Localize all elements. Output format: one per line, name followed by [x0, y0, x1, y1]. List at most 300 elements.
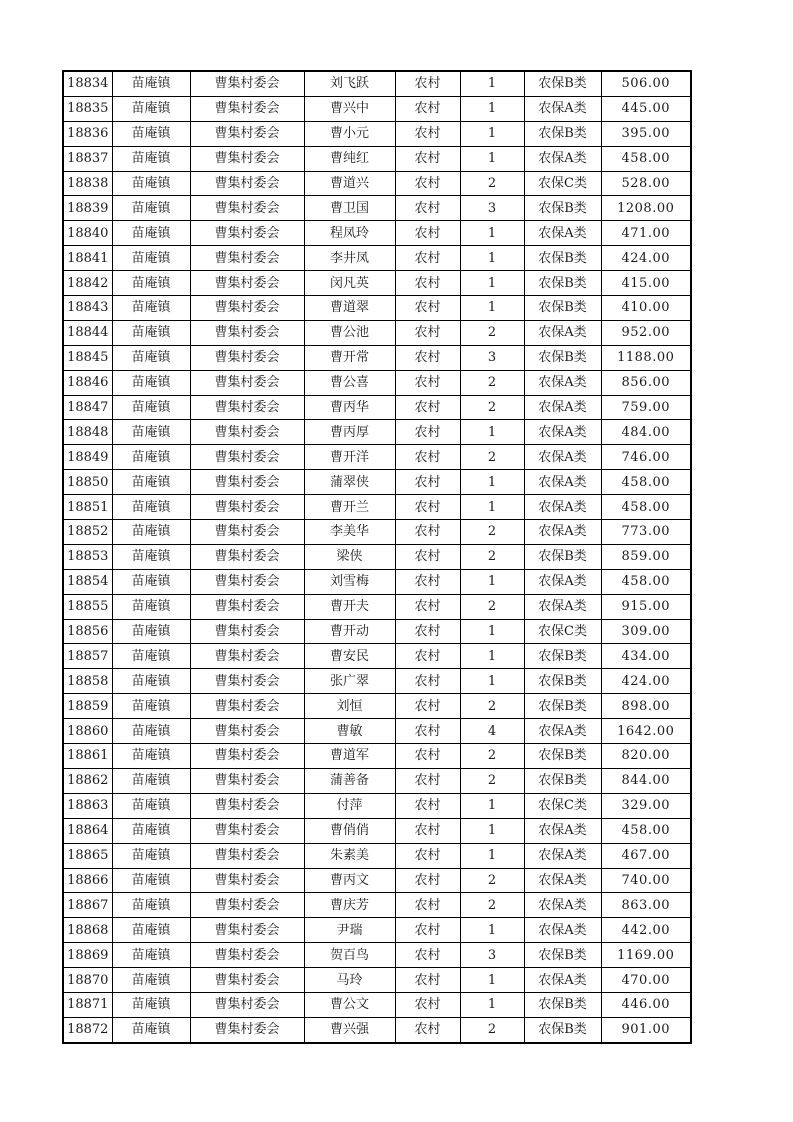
cell-amount: 467.00: [601, 843, 691, 868]
cell-residence-type: 农村: [395, 121, 460, 146]
cell-person-name: 曹俏俏: [304, 818, 395, 843]
cell-person-name: 曹小元: [304, 121, 395, 146]
cell-record-id: 18853: [63, 544, 112, 569]
cell-person-count: 3: [460, 943, 524, 968]
cell-record-id: 18838: [63, 171, 112, 196]
cell-amount: 424.00: [601, 246, 691, 271]
cell-amount: 442.00: [601, 918, 691, 943]
cell-person-count: 2: [460, 171, 524, 196]
cell-person-name: 张广翠: [304, 669, 395, 694]
cell-record-id: 18868: [63, 918, 112, 943]
cell-person-name: 曹丙华: [304, 395, 395, 420]
cell-village-committee: 曹集村委会: [190, 669, 304, 694]
cell-person-name: 李美华: [304, 520, 395, 545]
cell-insurance-category: 农保B类: [524, 345, 601, 370]
cell-insurance-category: 农保A类: [524, 445, 601, 470]
cell-insurance-category: 农保A类: [524, 868, 601, 893]
cell-record-id: 18847: [63, 395, 112, 420]
cell-insurance-category: 农保B类: [524, 71, 601, 96]
table-row: [63, 893, 691, 918]
cell-amount: 1188.00: [601, 345, 691, 370]
cell-village-committee: 曹集村委会: [190, 296, 304, 321]
cell-residence-type: 农村: [395, 71, 460, 96]
cell-insurance-category: 农保B类: [524, 121, 601, 146]
cell-insurance-category: 农保C类: [524, 171, 601, 196]
cell-town: 苗庵镇: [112, 968, 190, 993]
cell-residence-type: 农村: [395, 370, 460, 395]
cell-amount: 446.00: [601, 992, 691, 1017]
cell-amount: 506.00: [601, 71, 691, 96]
cell-insurance-category: 农保A类: [524, 918, 601, 943]
cell-person-count: 1: [460, 793, 524, 818]
cell-village-committee: 曹集村委会: [190, 370, 304, 395]
table-row: [63, 71, 691, 96]
cell-insurance-category: 农保B类: [524, 694, 601, 719]
cell-town: 苗庵镇: [112, 893, 190, 918]
cell-insurance-category: 农保A类: [524, 569, 601, 594]
cell-record-id: 18864: [63, 818, 112, 843]
cell-village-committee: 曹集村委会: [190, 694, 304, 719]
cell-person-name: 曹道军: [304, 744, 395, 769]
cell-town: 苗庵镇: [112, 918, 190, 943]
cell-insurance-category: 农保B类: [524, 768, 601, 793]
table-row: [63, 196, 691, 221]
cell-village-committee: 曹集村委会: [190, 1017, 304, 1042]
table-row: [63, 968, 691, 993]
cell-amount: 898.00: [601, 694, 691, 719]
cell-amount: 863.00: [601, 893, 691, 918]
cell-amount: 329.00: [601, 793, 691, 818]
cell-person-count: 1: [460, 71, 524, 96]
cell-village-committee: 曹集村委会: [190, 146, 304, 171]
table-row: [63, 96, 691, 121]
cell-record-id: 18858: [63, 669, 112, 694]
cell-amount: 458.00: [601, 470, 691, 495]
table-row: [63, 768, 691, 793]
cell-person-name: 曹开夫: [304, 594, 395, 619]
cell-insurance-category: 农保A类: [524, 96, 601, 121]
cell-town: 苗庵镇: [112, 1017, 190, 1042]
cell-village-committee: 曹集村委会: [190, 719, 304, 744]
table-container: [62, 70, 692, 1044]
cell-person-name: 曹公文: [304, 992, 395, 1017]
cell-person-name: 曹开常: [304, 345, 395, 370]
cell-residence-type: 农村: [395, 569, 460, 594]
cell-residence-type: 农村: [395, 246, 460, 271]
cell-person-name: 曹纯红: [304, 146, 395, 171]
cell-insurance-category: 农保A类: [524, 470, 601, 495]
cell-amount: 395.00: [601, 121, 691, 146]
cell-record-id: 18842: [63, 271, 112, 296]
cell-person-count: 1: [460, 271, 524, 296]
cell-town: 苗庵镇: [112, 644, 190, 669]
cell-record-id: 18856: [63, 619, 112, 644]
cell-residence-type: 农村: [395, 495, 460, 520]
cell-record-id: 18837: [63, 146, 112, 171]
cell-person-count: 1: [460, 669, 524, 694]
cell-village-committee: 曹集村委会: [190, 893, 304, 918]
table-row: [63, 694, 691, 719]
cell-amount: 915.00: [601, 594, 691, 619]
cell-town: 苗庵镇: [112, 744, 190, 769]
table-row: [63, 395, 691, 420]
table-row: [63, 345, 691, 370]
cell-residence-type: 农村: [395, 296, 460, 321]
cell-record-id: 18836: [63, 121, 112, 146]
cell-insurance-category: 农保B类: [524, 669, 601, 694]
cell-town: 苗庵镇: [112, 719, 190, 744]
cell-village-committee: 曹集村委会: [190, 968, 304, 993]
cell-person-name: 曹道兴: [304, 171, 395, 196]
cell-record-id: 18844: [63, 320, 112, 345]
cell-insurance-category: 农保C类: [524, 793, 601, 818]
table-row: [63, 818, 691, 843]
cell-town: 苗庵镇: [112, 694, 190, 719]
cell-residence-type: 农村: [395, 544, 460, 569]
cell-record-id: 18872: [63, 1017, 112, 1042]
table-row: [63, 171, 691, 196]
cell-person-name: 曹庆芳: [304, 893, 395, 918]
cell-person-count: 2: [460, 544, 524, 569]
cell-person-count: 2: [460, 445, 524, 470]
cell-town: 苗庵镇: [112, 146, 190, 171]
cell-person-name: 曹安民: [304, 644, 395, 669]
cell-town: 苗庵镇: [112, 544, 190, 569]
cell-insurance-category: 农保A类: [524, 495, 601, 520]
cell-record-id: 18854: [63, 569, 112, 594]
cell-person-count: 3: [460, 345, 524, 370]
cell-residence-type: 农村: [395, 694, 460, 719]
cell-person-name: 尹瑞: [304, 918, 395, 943]
cell-record-id: 18840: [63, 221, 112, 246]
cell-person-count: 2: [460, 395, 524, 420]
cell-town: 苗庵镇: [112, 619, 190, 644]
cell-person-name: 马玲: [304, 968, 395, 993]
cell-person-count: 1: [460, 96, 524, 121]
cell-amount: 424.00: [601, 669, 691, 694]
cell-person-count: 1: [460, 221, 524, 246]
cell-person-count: 1: [460, 569, 524, 594]
cell-person-count: 2: [460, 768, 524, 793]
cell-person-count: 1: [460, 121, 524, 146]
cell-person-name: 朱素美: [304, 843, 395, 868]
cell-amount: 859.00: [601, 544, 691, 569]
cell-insurance-category: 农保B类: [524, 644, 601, 669]
cell-record-id: 18834: [63, 71, 112, 96]
cell-village-committee: 曹集村委会: [190, 520, 304, 545]
cell-record-id: 18849: [63, 445, 112, 470]
cell-person-name: 曹公喜: [304, 370, 395, 395]
cell-village-committee: 曹集村委会: [190, 744, 304, 769]
cell-insurance-category: 农保B类: [524, 943, 601, 968]
cell-residence-type: 农村: [395, 719, 460, 744]
cell-person-name: 曹丙文: [304, 868, 395, 893]
table-row: [63, 644, 691, 669]
cell-person-count: 1: [460, 843, 524, 868]
cell-insurance-category: 农保A类: [524, 520, 601, 545]
table-row: [63, 121, 691, 146]
cell-town: 苗庵镇: [112, 943, 190, 968]
cell-record-id: 18866: [63, 868, 112, 893]
table-row: [63, 320, 691, 345]
cell-person-count: 2: [460, 694, 524, 719]
cell-residence-type: 农村: [395, 395, 460, 420]
cell-insurance-category: 农保A类: [524, 420, 601, 445]
cell-village-committee: 曹集村委会: [190, 992, 304, 1017]
cell-amount: 901.00: [601, 1017, 691, 1042]
cell-person-count: 1: [460, 420, 524, 445]
cell-village-committee: 曹集村委会: [190, 196, 304, 221]
cell-town: 苗庵镇: [112, 221, 190, 246]
cell-village-committee: 曹集村委会: [190, 768, 304, 793]
cell-record-id: 18870: [63, 968, 112, 993]
cell-amount: 458.00: [601, 569, 691, 594]
cell-residence-type: 农村: [395, 271, 460, 296]
cell-record-id: 18861: [63, 744, 112, 769]
cell-insurance-category: 农保A类: [524, 221, 601, 246]
cell-village-committee: 曹集村委会: [190, 96, 304, 121]
cell-residence-type: 农村: [395, 669, 460, 694]
cell-record-id: 18857: [63, 644, 112, 669]
cell-residence-type: 农村: [395, 1017, 460, 1042]
cell-residence-type: 农村: [395, 96, 460, 121]
cell-village-committee: 曹集村委会: [190, 818, 304, 843]
cell-person-count: 2: [460, 520, 524, 545]
cell-person-name: 曹丙厚: [304, 420, 395, 445]
cell-town: 苗庵镇: [112, 370, 190, 395]
cell-insurance-category: 农保A类: [524, 719, 601, 744]
cell-amount: 528.00: [601, 171, 691, 196]
table-row: [63, 669, 691, 694]
cell-record-id: 18867: [63, 893, 112, 918]
cell-amount: 740.00: [601, 868, 691, 893]
cell-insurance-category: 农保A类: [524, 370, 601, 395]
cell-record-id: 18865: [63, 843, 112, 868]
cell-insurance-category: 农保A类: [524, 594, 601, 619]
cell-village-committee: 曹集村委会: [190, 171, 304, 196]
cell-amount: 434.00: [601, 644, 691, 669]
cell-insurance-category: 农保B类: [524, 196, 601, 221]
cell-person-name: 曹开兰: [304, 495, 395, 520]
cell-person-count: 1: [460, 246, 524, 271]
cell-residence-type: 农村: [395, 768, 460, 793]
cell-amount: 952.00: [601, 320, 691, 345]
table-row: [63, 594, 691, 619]
table-row: [63, 495, 691, 520]
cell-person-name: 曹卫国: [304, 196, 395, 221]
cell-insurance-category: 农保B类: [524, 544, 601, 569]
cell-amount: 471.00: [601, 221, 691, 246]
cell-residence-type: 农村: [395, 893, 460, 918]
cell-amount: 759.00: [601, 395, 691, 420]
cell-insurance-category: 农保A类: [524, 395, 601, 420]
cell-town: 苗庵镇: [112, 818, 190, 843]
table-row: [63, 370, 691, 395]
cell-record-id: 18841: [63, 246, 112, 271]
cell-insurance-category: 农保A类: [524, 843, 601, 868]
cell-residence-type: 农村: [395, 594, 460, 619]
cell-record-id: 18843: [63, 296, 112, 321]
cell-person-count: 2: [460, 744, 524, 769]
cell-record-id: 18852: [63, 520, 112, 545]
cell-person-count: 1: [460, 296, 524, 321]
cell-residence-type: 农村: [395, 818, 460, 843]
cell-person-count: 4: [460, 719, 524, 744]
cell-village-committee: 曹集村委会: [190, 619, 304, 644]
cell-town: 苗庵镇: [112, 395, 190, 420]
cell-residence-type: 农村: [395, 146, 460, 171]
cell-amount: 746.00: [601, 445, 691, 470]
table-row: [63, 470, 691, 495]
cell-person-name: 蒲翠侠: [304, 470, 395, 495]
cell-amount: 856.00: [601, 370, 691, 395]
cell-village-committee: 曹集村委会: [190, 495, 304, 520]
cell-person-count: 3: [460, 196, 524, 221]
cell-amount: 309.00: [601, 619, 691, 644]
cell-person-name: 刘恒: [304, 694, 395, 719]
table-row: [63, 1017, 691, 1042]
cell-record-id: 18859: [63, 694, 112, 719]
cell-amount: 1642.00: [601, 719, 691, 744]
table-row: [63, 619, 691, 644]
cell-village-committee: 曹集村委会: [190, 843, 304, 868]
cell-record-id: 18845: [63, 345, 112, 370]
cell-amount: 458.00: [601, 495, 691, 520]
cell-person-count: 2: [460, 893, 524, 918]
cell-insurance-category: 农保A类: [524, 968, 601, 993]
cell-village-committee: 曹集村委会: [190, 221, 304, 246]
table-row: [63, 520, 691, 545]
cell-town: 苗庵镇: [112, 420, 190, 445]
cell-town: 苗庵镇: [112, 445, 190, 470]
cell-town: 苗庵镇: [112, 71, 190, 96]
cell-amount: 1169.00: [601, 943, 691, 968]
cell-record-id: 18855: [63, 594, 112, 619]
cell-amount: 844.00: [601, 768, 691, 793]
cell-amount: 415.00: [601, 271, 691, 296]
cell-town: 苗庵镇: [112, 320, 190, 345]
table-row: [63, 918, 691, 943]
cell-village-committee: 曹集村委会: [190, 470, 304, 495]
cell-amount: 1208.00: [601, 196, 691, 221]
cell-person-count: 1: [460, 470, 524, 495]
cell-amount: 773.00: [601, 520, 691, 545]
cell-insurance-category: 农保B类: [524, 1017, 601, 1042]
cell-residence-type: 农村: [395, 221, 460, 246]
cell-town: 苗庵镇: [112, 594, 190, 619]
table-row: [63, 843, 691, 868]
cell-person-name: 曹兴强: [304, 1017, 395, 1042]
cell-town: 苗庵镇: [112, 196, 190, 221]
cell-village-committee: 曹集村委会: [190, 246, 304, 271]
cell-record-id: 18850: [63, 470, 112, 495]
cell-residence-type: 农村: [395, 619, 460, 644]
cell-person-count: 1: [460, 644, 524, 669]
cell-person-name: 曹敏: [304, 719, 395, 744]
cell-residence-type: 农村: [395, 445, 460, 470]
table-row: [63, 544, 691, 569]
table-row: [63, 943, 691, 968]
cell-person-count: 2: [460, 868, 524, 893]
table-row: [63, 744, 691, 769]
cell-person-count: 1: [460, 146, 524, 171]
cell-village-committee: 曹集村委会: [190, 918, 304, 943]
cell-town: 苗庵镇: [112, 669, 190, 694]
cell-amount: 445.00: [601, 96, 691, 121]
cell-residence-type: 农村: [395, 793, 460, 818]
cell-person-name: 程凤玲: [304, 221, 395, 246]
cell-village-committee: 曹集村委会: [190, 395, 304, 420]
cell-residence-type: 农村: [395, 868, 460, 893]
cell-village-committee: 曹集村委会: [190, 793, 304, 818]
cell-residence-type: 农村: [395, 644, 460, 669]
cell-town: 苗庵镇: [112, 793, 190, 818]
table-row: [63, 992, 691, 1017]
cell-person-count: 2: [460, 594, 524, 619]
cell-amount: 484.00: [601, 420, 691, 445]
cell-person-count: 2: [460, 370, 524, 395]
cell-record-id: 18863: [63, 793, 112, 818]
cell-insurance-category: 农保B类: [524, 992, 601, 1017]
rural-insurance-benefit-table: [62, 70, 692, 1044]
cell-village-committee: 曹集村委会: [190, 420, 304, 445]
cell-record-id: 18848: [63, 420, 112, 445]
cell-village-committee: 曹集村委会: [190, 868, 304, 893]
table-row: [63, 868, 691, 893]
cell-residence-type: 农村: [395, 968, 460, 993]
cell-person-name: 曹开动: [304, 619, 395, 644]
cell-person-name: 曹公池: [304, 320, 395, 345]
cell-record-id: 18860: [63, 719, 112, 744]
cell-amount: 470.00: [601, 968, 691, 993]
cell-person-count: 2: [460, 1017, 524, 1042]
cell-record-id: 18871: [63, 992, 112, 1017]
cell-person-count: 2: [460, 320, 524, 345]
cell-residence-type: 农村: [395, 992, 460, 1017]
cell-person-name: 刘雪梅: [304, 569, 395, 594]
cell-town: 苗庵镇: [112, 121, 190, 146]
cell-insurance-category: 农保B类: [524, 246, 601, 271]
cell-insurance-category: 农保A类: [524, 146, 601, 171]
cell-residence-type: 农村: [395, 943, 460, 968]
cell-residence-type: 农村: [395, 520, 460, 545]
cell-record-id: 18851: [63, 495, 112, 520]
cell-village-committee: 曹集村委会: [190, 271, 304, 296]
cell-person-count: 1: [460, 619, 524, 644]
cell-person-count: 1: [460, 495, 524, 520]
cell-insurance-category: 农保B类: [524, 271, 601, 296]
cell-town: 苗庵镇: [112, 296, 190, 321]
cell-village-committee: 曹集村委会: [190, 594, 304, 619]
cell-person-name: 蒲善备: [304, 768, 395, 793]
cell-village-committee: 曹集村委会: [190, 320, 304, 345]
cell-village-committee: 曹集村委会: [190, 569, 304, 594]
cell-residence-type: 农村: [395, 171, 460, 196]
cell-insurance-category: 农保C类: [524, 619, 601, 644]
cell-village-committee: 曹集村委会: [190, 345, 304, 370]
cell-person-name: 付萍: [304, 793, 395, 818]
cell-town: 苗庵镇: [112, 768, 190, 793]
cell-person-name: 闵凡英: [304, 271, 395, 296]
cell-residence-type: 农村: [395, 196, 460, 221]
cell-town: 苗庵镇: [112, 569, 190, 594]
table-row: [63, 296, 691, 321]
cell-record-id: 18835: [63, 96, 112, 121]
cell-town: 苗庵镇: [112, 520, 190, 545]
cell-residence-type: 农村: [395, 345, 460, 370]
cell-person-name: 曹开洋: [304, 445, 395, 470]
cell-insurance-category: 农保A类: [524, 818, 601, 843]
